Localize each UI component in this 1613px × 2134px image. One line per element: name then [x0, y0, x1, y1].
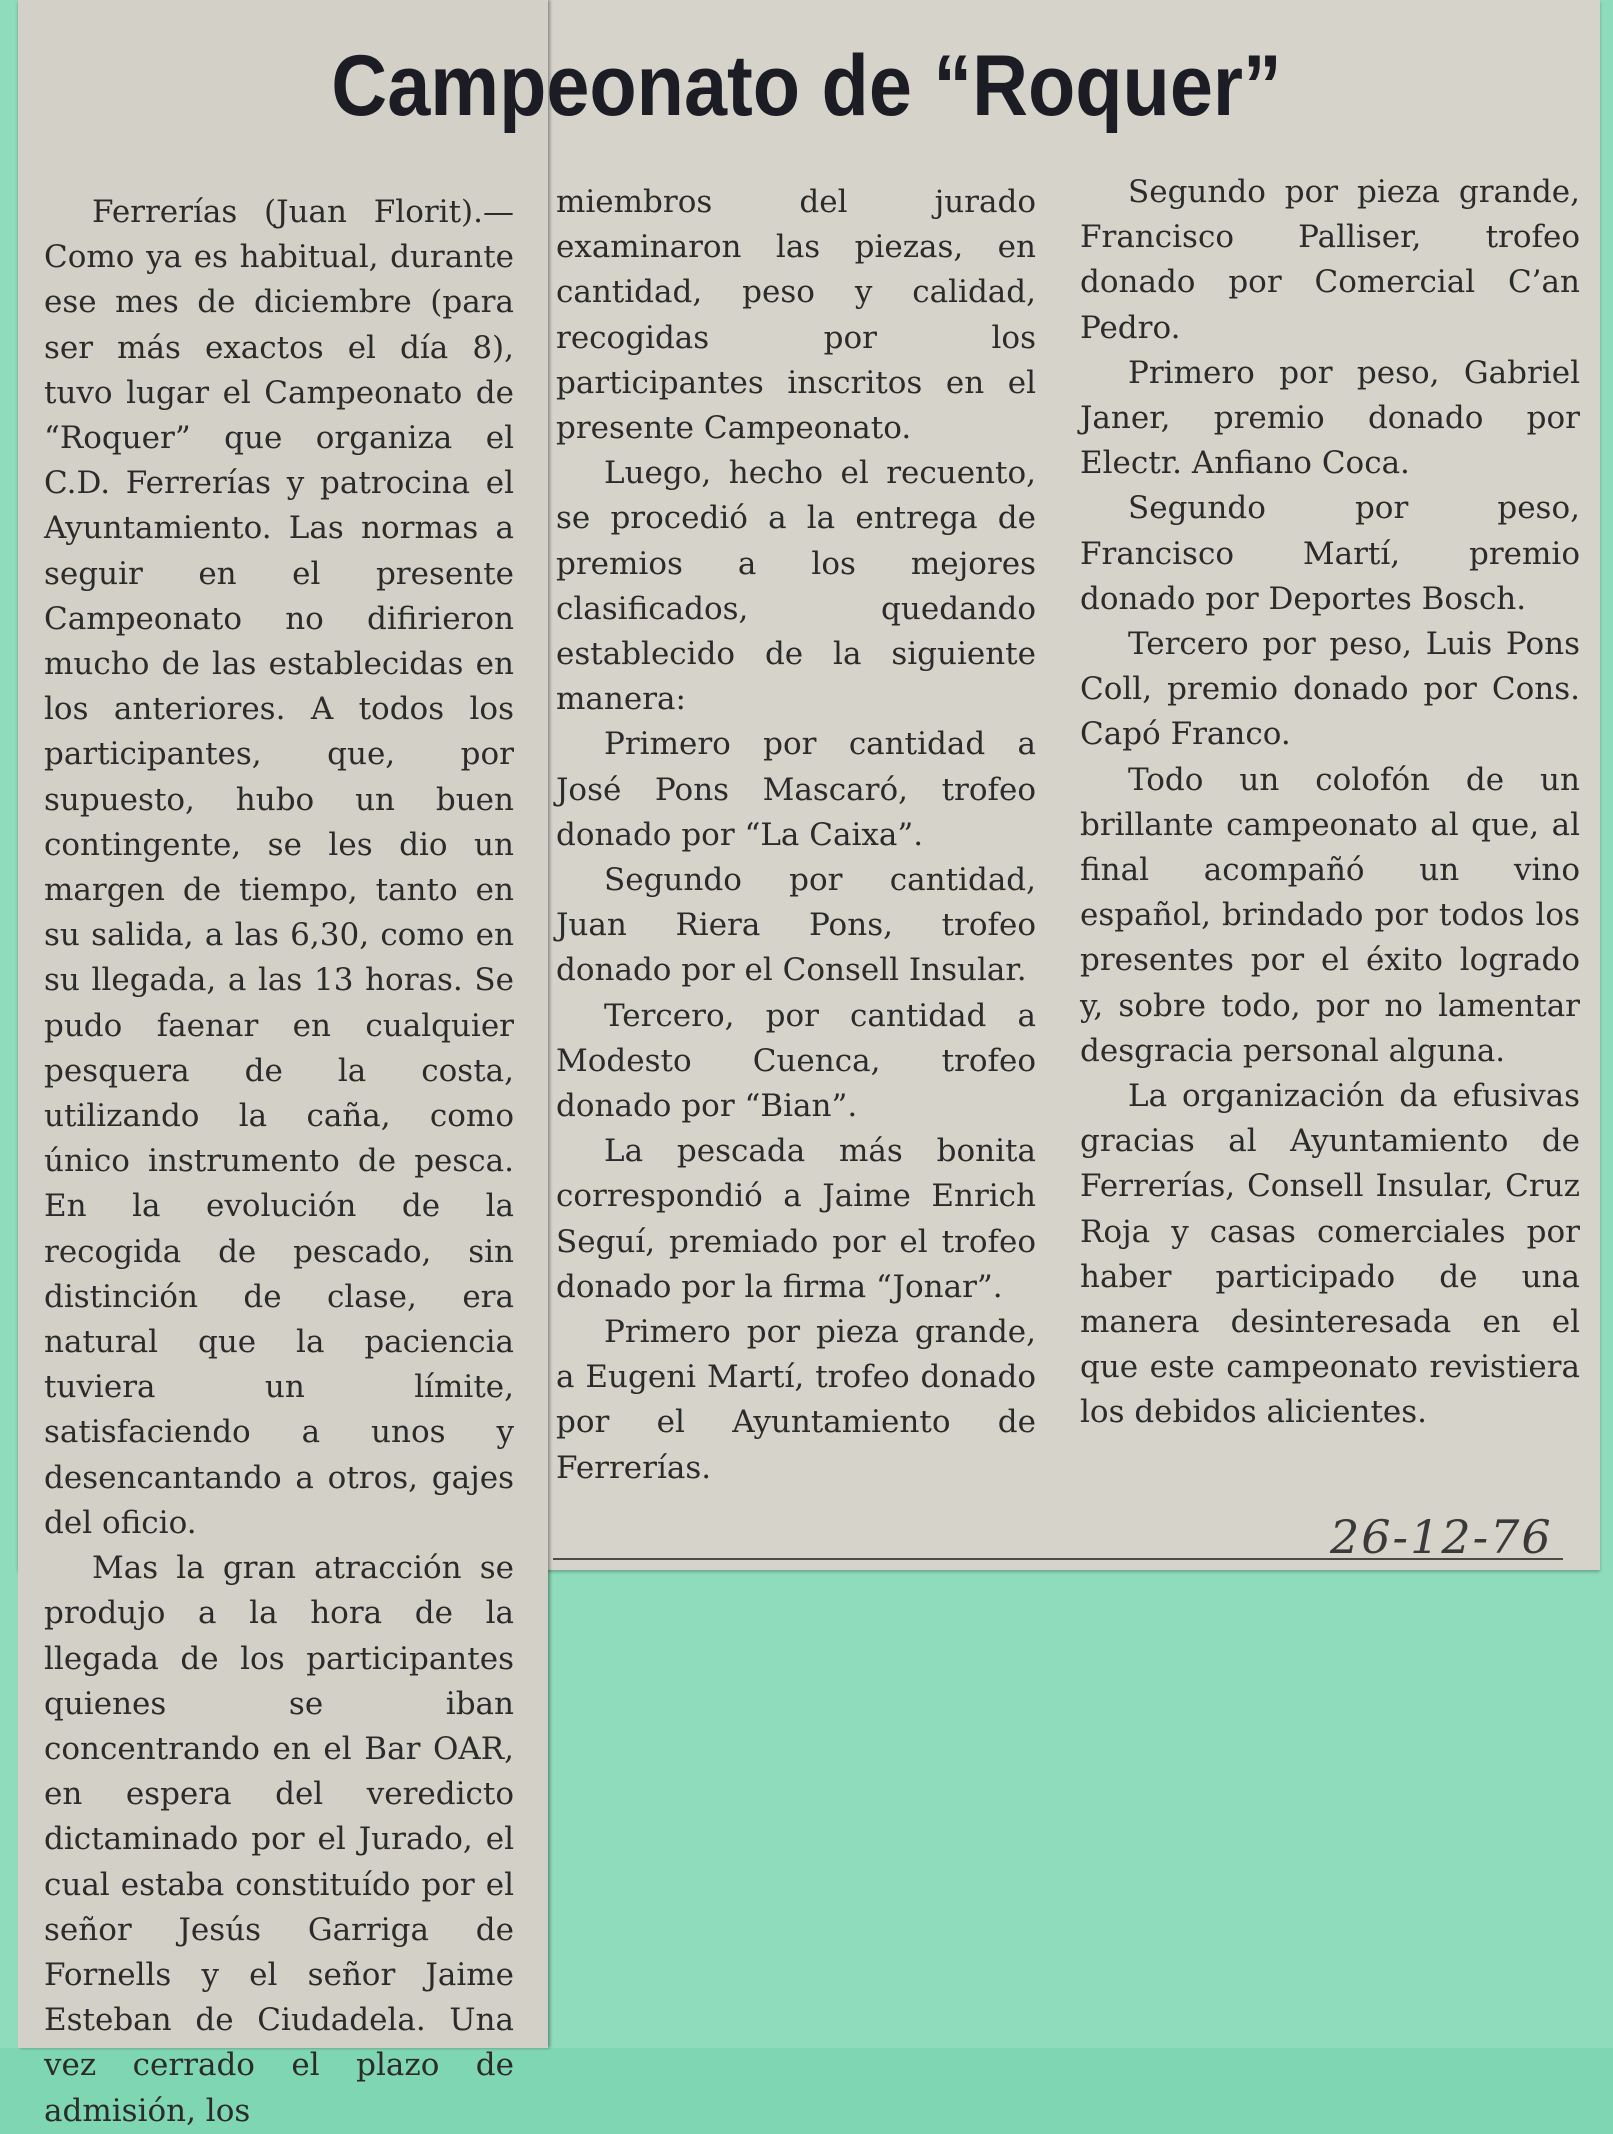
article-column-2	[556, 180, 1036, 1491]
column-3-paragraph-5: Todo un colofón de un brillante campeonato al que, al final acompañó un vino español, brindado por todos los presentes por el éxito logrado y, sobre todo, por no lamentar desgracia personal alguna.	[1080, 761, 1580, 1069]
article-headline: Campeonato de “Roquer”	[331, 38, 1282, 134]
column-2-paragraph-1: miembros del jurado examinaron las piezas, en cantidad, peso y calidad, recogidas por los participantes inscritos en el presente Campeonato.	[556, 184, 1036, 447]
handwritten-date: 26-12-76	[1330, 1510, 1553, 1564]
column-2-paragraph-4: Segundo por cantidad, Juan Riera Pons, trofeo donado por el Consell Insular.	[556, 862, 1036, 989]
column-3-paragraph-3: Segundo por peso, Francisco Martí, premio donado por Deportes Bosch.	[1080, 490, 1580, 617]
column-2-paragraph-7: Primero por pieza grande, a Eugeni Martí, trofeo donado por el Ayuntamiento de Ferrerías.	[556, 1314, 1036, 1486]
column-3-paragraph-1: Segundo por pieza grande, Francisco Palliser, trofeo donado por Comercial C’an Pedro.	[1080, 174, 1580, 346]
column-3-paragraph-6: La organización da efusivas gracias al Ayuntamiento de Ferrerías, Consell Insular, Cruz Roja y casas comerciales por haber participado de una manera desinteresada en el que este campeonato revistiera los debidos alicientes.	[1080, 1078, 1580, 1431]
column-2-paragraph-3: Primero por cantidad a José Pons Mascaró, trofeo donado por “La Caixa”.	[556, 726, 1036, 853]
article-column-1	[44, 190, 514, 2134]
column-1-paragraph-1: Ferrerías (Juan Florit).— Como ya es habitual, durante ese mes de diciembre (para ser más exactos el día 8), tuvo lugar el Campeonato de “Roquer” que organiza el C.D. Ferrerías y patrocina el Ayuntamiento. Las normas a seguir en el presente Campeonato no difirieron mucho de las establecidas en los anteriores. A todos los participantes, que, por supuesto, hubo un buen contingente, se les dio un margen de tiempo, tanto en su salida, a las 6,30, como en su llegada, a las 13 horas. Se pudo faenar en cualquier pesquera de la costa, utilizando la caña, como único instrumento de pesca. En la evolución de la recogida de pescado, sin distinción de clase, era natural que la paciencia tuviera un límite, satisfaciendo a unos y desencantando a otros, gajes del oficio.	[44, 194, 514, 1541]
column-3-paragraph-2: Primero por peso, Gabriel Janer, premio donado por Electr. Anfiano Coca.	[1080, 354, 1580, 482]
column-3-paragraph-4: Tercero por peso, Luis Pons Coll, premio donado por Cons. Capó Franco.	[1080, 626, 1580, 753]
article-column-3	[1080, 170, 1580, 1436]
column-2-paragraph-2: Luego, hecho el recuento, se procedió a la entrega de premios a los mejores clasificados, quedando establecido de la siguiente manera:	[556, 455, 1036, 718]
column-1-paragraph-2: Mas la gran atracción se produjo a la hora de la llegada de los participantes quienes se iban concentrando en el Bar OAR, en espera del veredicto dictaminado por el Jurado, el cual estaba constituído por el señor Jesús Garriga de Fornells y el señor Jaime Esteban de Ciudadela. Una vez cerrado el plazo de admisión, los	[44, 1550, 514, 2129]
column-2-paragraph-6: La pescada más bonita correspondió a Jaime Enrich Seguí, premiado por el trofeo donado por la firma “Jonar”.	[556, 1133, 1036, 1305]
column-2-paragraph-5: Tercero, por cantidad a Modesto Cuenca, trofeo donado por “Bian”.	[556, 997, 1036, 1125]
